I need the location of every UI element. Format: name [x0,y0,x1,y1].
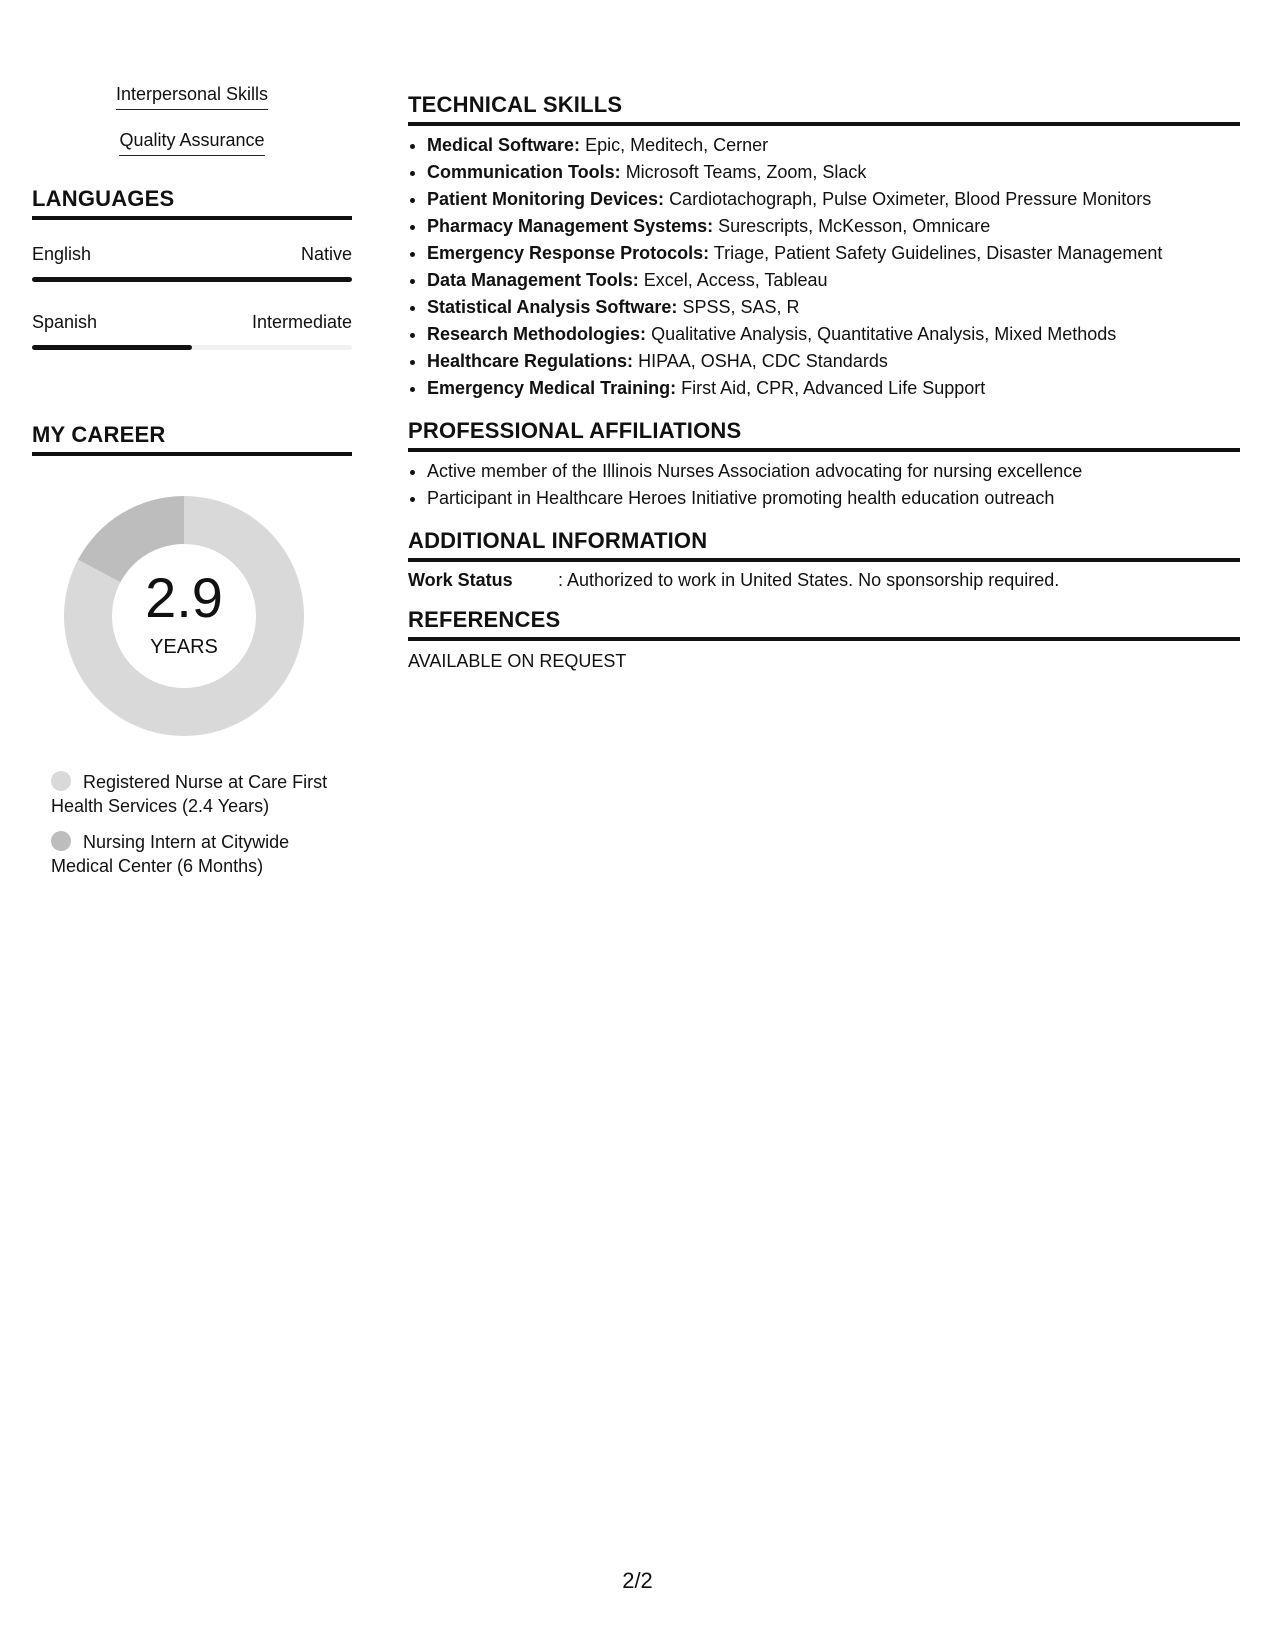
language-name: Spanish [32,312,98,332]
skill-values: Triage, Patient Safety Guidelines, Disaster Management [713,243,1163,263]
language-item [32,312,352,350]
list-item [427,267,1240,294]
career-heading: MY CAREER [32,422,352,456]
references-text: AVAILABLE ON REQUEST [408,651,627,671]
affiliations-heading: PROFESSIONAL AFFILIATIONS [408,418,1240,452]
skill-category: Data Management Tools: [427,270,639,290]
list-item [427,294,1240,321]
language-proficiency-bar [32,277,352,282]
skill-values: HIPAA, OSHA, CDC Standards [638,351,888,371]
legend-label: Nursing Intern at Citywide Medical Center (6 Months) [51,832,290,876]
list-item: • Active member of the Illinois Nurses Association advocating for nursing excellence [427,458,1240,485]
list-item [427,213,1240,240]
sidebar [32,84,352,890]
list-item [427,348,1240,375]
career-legend [51,770,341,878]
skill-values: Cardiotachograph, Pulse Oximeter, Blood Pressure Monitors [669,189,1152,209]
skill-tag [32,130,352,156]
skill-values: Qualitative Analysis, Quantitative Analysis, Mixed Methods [651,324,1117,344]
list-item [427,240,1240,267]
skill-values: SPSS, SAS, R [682,297,800,317]
skill-category: Emergency Medical Training: [427,378,677,398]
list-item [427,132,1240,159]
skill-tag-label: Interpersonal Skills [116,84,268,110]
skill-category: Patient Monitoring Devices: [427,189,665,209]
list-item [427,321,1240,348]
legend-dot-icon [51,771,71,791]
references-heading: REFERENCES [408,607,1240,641]
language-level: Intermediate [251,312,352,332]
languages-heading: LANGUAGES [32,186,352,220]
donut-center [54,486,314,746]
skill-category: Communication Tools: [427,162,621,182]
skill-category: Medical Software: [427,135,581,155]
language-name: English [32,244,92,264]
page-number: 2/2 [622,1568,653,1593]
language-item [32,244,352,282]
skill-values: First Aid, CPR, Advanced Life Support [681,378,986,398]
list-item [427,159,1240,186]
affiliations-list [408,458,1240,512]
career-legend-item [51,770,341,818]
list-item [427,375,1240,402]
work-status-value: : Authorized to work in United States. No sponsorship required. [558,570,1060,590]
skill-values: Excel, Access, Tableau [643,270,828,290]
skill-category: Healthcare Regulations: [427,351,634,371]
skill-tag [32,84,352,110]
technical-skills-list [408,132,1240,402]
technical-skills-heading: TECHNICAL SKILLS [408,92,1240,126]
skill-category: Emergency Response Protocols: [427,243,710,263]
skill-category: Statistical Analysis Software: [427,297,678,317]
skill-category: Research Methodologies: [427,324,647,344]
main-content [408,92,1240,672]
legend-label: Registered Nurse at Care First Health Services (2.4 Years) [51,772,328,816]
skill-category: Pharmacy Management Systems: [427,216,714,236]
language-proficiency-fill [32,345,192,350]
career-donut-chart [54,486,314,746]
skill-values: Microsoft Teams, Zoom, Slack [625,162,867,182]
career-unit: YEARS [150,636,218,658]
work-status-row [408,570,1240,591]
language-proficiency-fill [32,277,352,282]
skill-tag-label: Quality Assurance [119,130,264,156]
legend-dot-icon [51,831,71,851]
language-level: Native [300,244,352,264]
skill-values: Surescripts, McKesson, Omnicare [718,216,991,236]
career-legend-item [51,830,341,878]
list-item [427,186,1240,213]
work-status-label: Work Status [408,570,513,590]
list-item: • Participant in Healthcare Heroes Initiative promoting health education outreach [427,485,1240,512]
language-proficiency-bar [32,345,352,350]
skill-values: Epic, Meditech, Cerner [585,135,769,155]
additional-info-heading: ADDITIONAL INFORMATION [408,528,1240,562]
career-total-years: 2.9 [145,566,223,629]
